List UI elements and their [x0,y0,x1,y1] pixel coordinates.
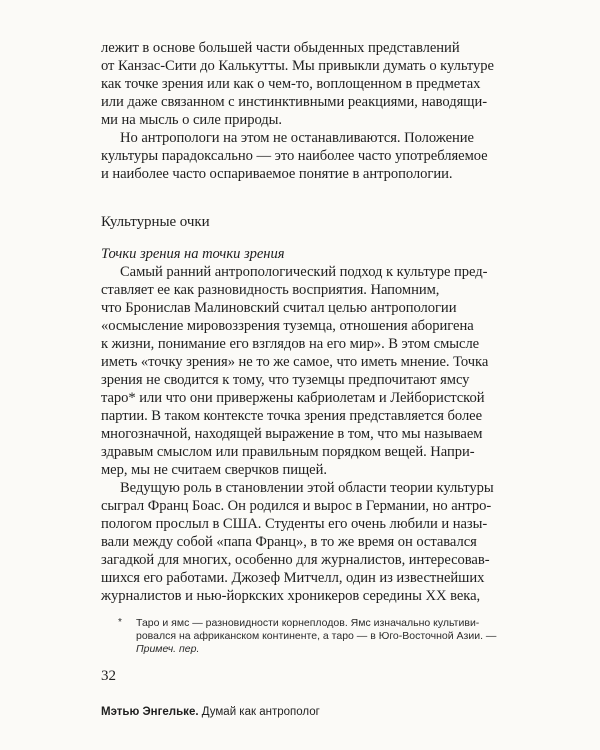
text-line: как точке зрения или как о чем-то, воплощенном в предметах [101,76,481,92]
text-line: загадкой для многих, особенно для журналистов, интересовав- [101,552,490,568]
footnote-signature: Примеч. пер. [136,643,200,655]
text-line: «осмысление мировоззрения туземца, отношения аборигена [101,318,474,334]
text-line: Самый ранний антропологический подход к культуре пред- [120,264,488,280]
section-heading: Культурные очки [101,214,210,230]
text-line: что Бронислав Малиновский считал целью антропологии [101,300,457,316]
text-line: Ведущую роль в становлении этой области теории культуры [120,480,494,496]
text-line: ставляет ее как разновидность восприятия. Напомним, [101,282,440,298]
text-line: и наиболее часто оспариваемое понятие в антропологии. [101,166,453,182]
text-line: или даже связанном с инстинктивными реакциями, наводящи- [101,94,488,110]
book-credit [101,706,320,718]
text-line: вали между собой «папа Франц», в то же время он оставался [101,534,477,550]
credit-title: Думай как антрополог [198,706,320,718]
text-line: сыграл Франц Боас. Он родился и вырос в Германии, но антро- [101,498,492,514]
text-line: партии. В таком контексте точка зрения представляется более [101,408,483,424]
text-line: иметь «точку зрения» не то же самое, что иметь мнение. Точка [101,354,489,370]
text-line: журналистов и нью-йоркских хроникеров середины XX века, [101,588,481,604]
text-line: лежит в основе большей части обыденных представлений [101,40,460,56]
text-line: культуры парадоксально — это наиболее часто употребляемое [101,148,488,164]
text-line: зрения не сводится к тому, что туземцы предпочитают ямсу [101,372,470,388]
text-line: пологом прослыл в США. Студенты его очень любили и назы- [101,516,488,532]
text-line: таро* или что они привержены кабриолетам и Лейбористской [101,390,485,406]
subheading: Точки зрения на точки зрения [101,246,285,262]
text-line: ми на мысль о силе природы. [101,112,282,128]
credit-author: Мэтью Энгельке. [101,706,199,718]
footnote-line: ровался на африканском континенте, а таро — в Юго-Восточной Азии. — [136,630,497,642]
text-line: здравым смыслом или правильным порядком вещей. Напри- [101,444,475,460]
text-line: Но антропологи на этом не останавливаются. Положение [120,130,474,146]
page-number: 32 [101,668,116,684]
text-line: мер, мы не считаем сверчков пищей. [101,462,327,478]
text-line: многозначной, находящей выражение в том, что мы называем [101,426,483,442]
text-line: от Канзас-Сити до Калькутты. Мы привыкли думать о культуре [101,58,494,74]
footnote-mark: * [118,617,122,628]
footnote-line: Таро и ямс — разновидности корнеплодов. Ямс изначально культиви- [136,617,480,629]
text-line: к жизни, понимание его взглядов на его мир». В этом смысле [101,336,480,352]
text-line: шихся его работами. Джозеф Митчелл, один из известнейших [101,570,485,586]
